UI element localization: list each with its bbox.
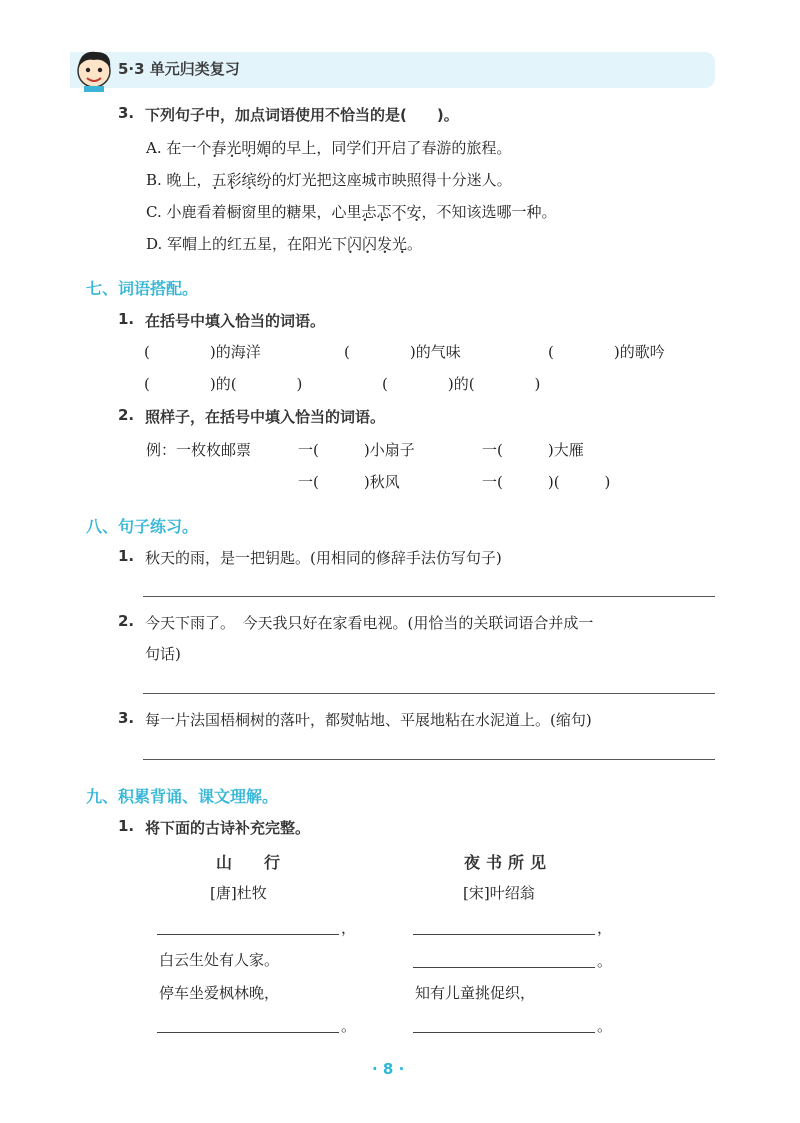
poem-line: 停车坐爱枫林晚， — [159, 984, 280, 1002]
blank-item[interactable]: ( )的( ) — [382, 375, 541, 393]
question-number: 1. — [118, 817, 135, 835]
punctuation: 。 — [597, 952, 613, 970]
question-number: 3. — [118, 104, 135, 122]
answer-line[interactable] — [143, 759, 715, 760]
option-c: C. 小鹿看着橱窗里的糖果，心里忐忑不安 • • • •，不知该选哪一种。 — [146, 201, 557, 222]
option-d: D. 军帽上的红五星，在阳光下闪闪发光 • • • •。 — [146, 233, 422, 254]
question-number: 1. — [118, 310, 135, 328]
punctuation: 。 — [341, 1017, 357, 1035]
question-text: 照样子，在括号中填入恰当的词语。 — [145, 408, 386, 426]
poem-author: [宋]叶绍翁 — [463, 884, 535, 902]
question-text: 在括号中填入恰当的词语。 — [145, 312, 326, 330]
question-text: 秋天的雨，是一把钥匙。(用相同的修辞手法仿写句子) — [145, 549, 502, 567]
blank-item[interactable]: ( )的歌吟 — [548, 343, 665, 361]
question-stem: 下列句子中，加点词语使用不恰当的是( )。 — [145, 106, 459, 124]
question-text: 今天下雨了。 今天我只好在家看电视。(用恰当的关联词语合并成一 — [145, 614, 594, 632]
poem-blank[interactable] — [157, 934, 339, 935]
poem-line: 白云生处有人家。 — [159, 951, 280, 969]
poem-blank[interactable] — [413, 1032, 595, 1033]
question-text: 将下面的古诗补充完整。 — [145, 819, 311, 837]
section-title: 九、积累背诵、课文理解。 — [86, 787, 279, 806]
header-title: 5·3 单元归类复习 — [118, 60, 240, 78]
punctuation: 。 — [597, 1017, 613, 1035]
section-title: 八、句子练习。 — [86, 517, 199, 536]
poem-line: 知有儿童挑促织， — [415, 984, 536, 1002]
punctuation: ， — [341, 919, 357, 937]
blank-item[interactable]: 一( )( ) — [482, 473, 611, 491]
dotted-word: 五彩缤纷 • • • • — [212, 169, 272, 190]
question-number: 2. — [118, 612, 135, 630]
answer-line[interactable] — [143, 596, 715, 597]
blank-item[interactable]: ( )的( ) — [144, 375, 303, 393]
dotted-word: 春光明媚 • • • • — [211, 137, 271, 158]
question-text-cont: 句话) — [145, 645, 181, 663]
option-a: A. 在一个春光明媚 • • • •的早上，同学们开启了春游的旅程。 — [146, 137, 511, 158]
question-number: 3. — [118, 709, 135, 727]
blank-item[interactable]: 一( )秋风 — [298, 473, 400, 491]
mascot-icon — [72, 46, 116, 92]
question-number: 1. — [118, 547, 135, 565]
poem-blank[interactable] — [413, 967, 595, 968]
question-number: 2. — [118, 406, 135, 424]
blank-item[interactable]: ( )的海洋 — [144, 343, 261, 361]
blank-item[interactable]: 一( )小扇子 — [298, 441, 415, 459]
option-b: B. 晚上，五彩缤纷 • • • •的灯光把这座城市映照得十分迷人。 — [146, 169, 512, 190]
page-number: · 8 · — [372, 1060, 405, 1078]
blank-item[interactable]: ( )的气味 — [344, 343, 461, 361]
question-text: 每一片法国梧桐树的落叶，都熨帖地、平展地粘在水泥道上。(缩句) — [145, 711, 592, 729]
section-title: 七、词语搭配。 — [86, 279, 199, 298]
example-text: 例：一枚枚邮票 — [146, 441, 252, 459]
dotted-word: 闪闪发光 • • • • — [347, 233, 407, 254]
dotted-word: 忐忑不安 • • • • — [361, 201, 421, 222]
poem-author: [唐]杜牧 — [210, 884, 267, 902]
poem-blank[interactable] — [413, 934, 595, 935]
blank-item[interactable]: 一( )大雁 — [482, 441, 584, 459]
punctuation: ， — [597, 919, 613, 937]
poem-title: 山 行 — [216, 853, 281, 872]
poem-blank[interactable] — [157, 1032, 339, 1033]
poem-title: 夜书所见 — [464, 853, 553, 872]
answer-line[interactable] — [143, 693, 715, 694]
